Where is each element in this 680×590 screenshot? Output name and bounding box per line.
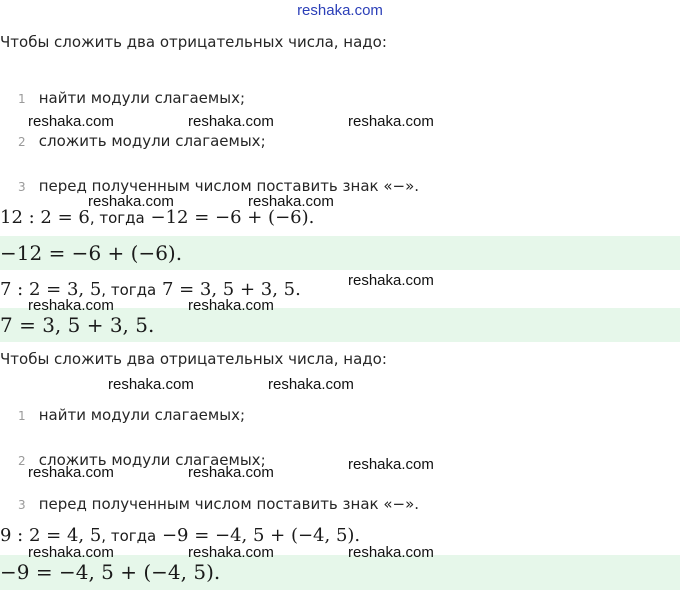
watermark: reshaka.com xyxy=(108,376,194,393)
watermark: reshaka.com xyxy=(28,113,114,130)
step-number: 3 xyxy=(18,498,26,512)
watermark: reshaka.com xyxy=(188,297,274,314)
watermark: reshaka.com xyxy=(28,464,114,481)
step-number: 3 xyxy=(18,180,26,194)
connector-word: тогда xyxy=(110,527,157,545)
step-text: перед полученным числом поставить знак «−». xyxy=(38,177,420,195)
watermark: reshaka.com xyxy=(188,544,274,561)
math-expression: −12 = −6 + (−6). xyxy=(150,207,315,228)
watermark: reshaka.com xyxy=(348,456,434,473)
watermark: reshaka.com xyxy=(88,193,174,210)
list-item xyxy=(18,405,245,424)
example-line: 12 : 2 = 6, тогда −12 = −6 + (−6). xyxy=(0,207,315,228)
watermark: reshaka.com xyxy=(348,113,434,130)
example-line: 9 : 2 = 4, 5, тогда −9 = −4, 5 + (−4, 5). xyxy=(0,525,361,546)
answer-expression: −12 = −6 + (−6). xyxy=(0,241,183,265)
rule-heading: Чтобы сложить два отрицательных числа, надо: xyxy=(0,350,387,368)
watermark: reshaka.com xyxy=(248,193,334,210)
connector-word: тогда xyxy=(110,281,157,299)
step-text: найти модули слагаемых; xyxy=(38,89,245,107)
step-text: сложить модули слагаемых; xyxy=(38,451,266,469)
list-item xyxy=(18,88,245,107)
example-line: 7 : 2 = 3, 5, тогда 7 = 3, 5 + 3, 5. xyxy=(0,279,301,300)
math-expression: −9 = −4, 5 + (−4, 5). xyxy=(161,525,361,546)
math-expression: 7 : 2 = 3, 5 xyxy=(0,279,102,300)
step-number: 2 xyxy=(18,454,26,468)
watermark: reshaka.com xyxy=(348,544,434,561)
list-item xyxy=(18,176,419,195)
math-expression: 9 : 2 = 4, 5 xyxy=(0,525,102,546)
list-item xyxy=(18,494,419,513)
list-item xyxy=(18,131,266,150)
rule-heading: Чтобы сложить два отрицательных числа, надо: xyxy=(0,33,387,51)
math-expression: 7 = 3, 5 + 3, 5. xyxy=(161,279,301,300)
connector-word: тогда xyxy=(99,209,145,227)
step-number: 2 xyxy=(18,135,26,149)
watermark: reshaka.com xyxy=(28,544,114,561)
watermark: reshaka.com xyxy=(28,297,114,314)
step-number: 1 xyxy=(18,409,26,423)
step-text: сложить модули слагаемых; xyxy=(38,132,266,150)
step-text: найти модули слагаемых; xyxy=(38,406,245,424)
watermark: reshaka.com xyxy=(188,113,274,130)
answer-expression: 7 = 3, 5 + 3, 5. xyxy=(0,313,155,337)
site-link[interactable]: reshaka.com xyxy=(297,2,383,19)
step-number: 1 xyxy=(18,92,26,106)
answer-expression: −9 = −4, 5 + (−4, 5). xyxy=(0,560,221,584)
watermark: reshaka.com xyxy=(348,272,434,289)
watermark: reshaka.com xyxy=(188,464,274,481)
math-expression: 12 : 2 = 6 xyxy=(0,207,90,228)
watermark: reshaka.com xyxy=(268,376,354,393)
step-text: перед полученным числом поставить знак «−». xyxy=(38,495,420,513)
